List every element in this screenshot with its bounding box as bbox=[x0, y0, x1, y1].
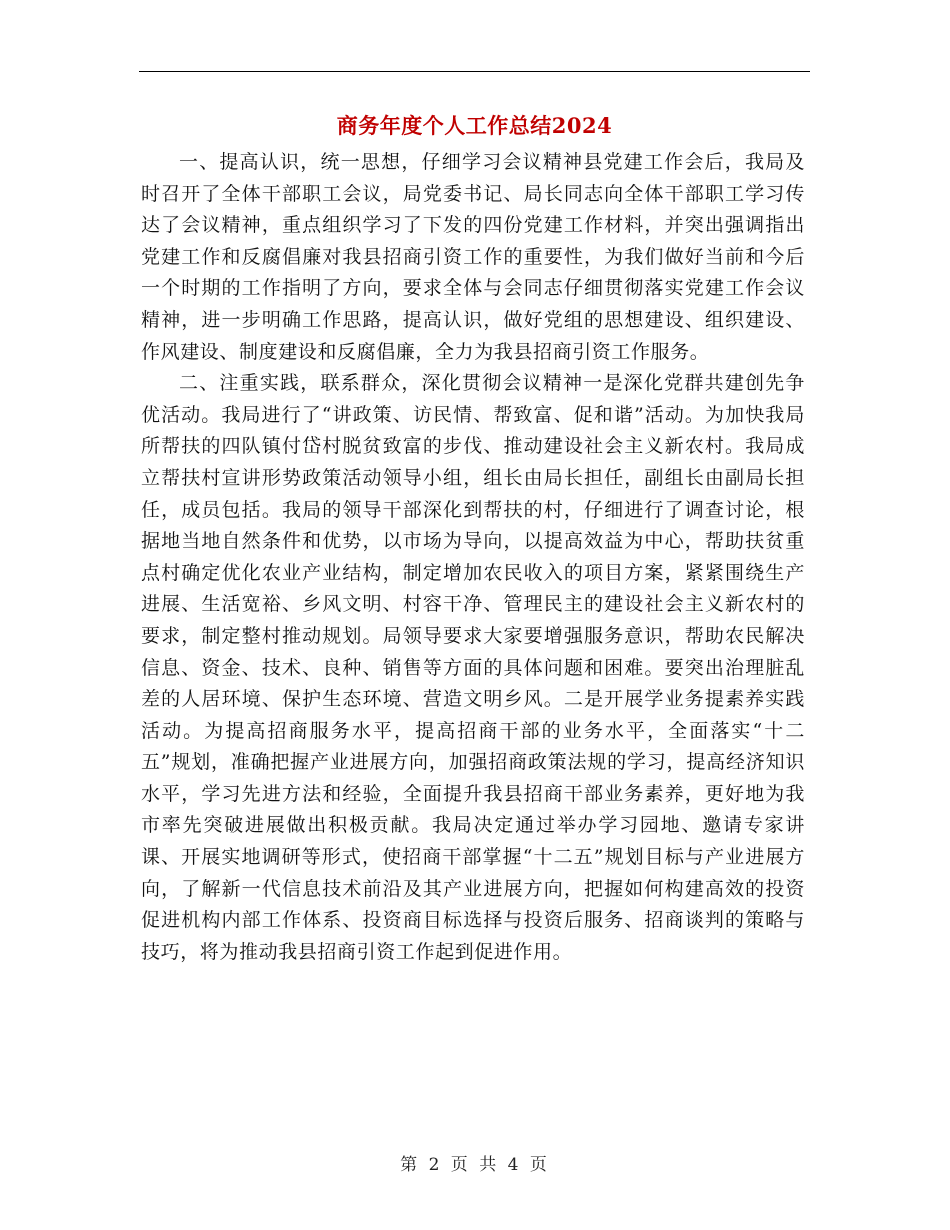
document-body bbox=[141, 147, 805, 968]
page-footer: 第 2 页 共 4 页 bbox=[400, 1155, 550, 1175]
document-title: 商务年度个人工作总结2024 bbox=[336, 113, 613, 138]
paragraph-1: 一、提高认识，统一思想，仔细学习会议精神县党建工作会后，我局及时召开了全体干部职工会议，局党委书记、局长同志向全体干部职工学习传达了会议精神，重点组织学习了下发的四份党建工作材料，并突出强调指出党建工作和反腐倡廉对我县招商引资工作的重要性，为我们做好当前和今后一个时期的工作指明了方向，要求全体与会同志仔细贯彻落实党建工作会议精神，进一步明确工作思路，提高认识，做好党组的思想建设、组织建设、作风建设、制度建设和反腐倡廉，全力为我县招商引资工作服务。 bbox=[141, 151, 805, 363]
header-rule bbox=[139, 71, 810, 72]
paragraph-2: 二、注重实践，联系群众，深化贯彻会议精神一是深化党群共建创先争优活动。我局进行了“讲政策、访民情、帮致富、促和谐”活动。为加快我局所帮扶的四队镇付岱村脱贫致富的步伐、推动建设社会主义新农村。我局成立帮扶村宣讲形势政策活动领导小组，组长由局长担任，副组长由副局长担任，成员包括。我局的领导干部深化到帮扶的村，仔细进行了调查讨论，根据地当地自然条件和优势，以市场为导向，以提高效益为中心，帮助扶贫重点村确定优化农业产业结构，制定增加农民收入的项目方案，紧紧围绕生产进展、生活宽裕、乡风文明、村容干净、管理民主的建设社会主义新农村的要求，制定整村推动规划。局领导要求大家要增强服务意识，帮助农民解决信息、资金、技术、良种、销售等方面的具体问题和困难。要突出治理脏乱差的人居环境、保护生态环境、营造文明乡风。二是开展学业务提素养实践活动。为提高招商服务水平，提高招商干部的业务水平，全面落实“十二五”规划，准确把握产业进展方向，加强招商政策法规的学习，提高经济知识水平，学习先进方法和经验，全面提升我县招商干部业务素养，更好地为我市率先突破进展做出积极贡献。我局决定通过举办学习园地、邀请专家讲课、开展实地调研等形式，使招商干部掌握“十二五”规划目标与产业进展方向，了解新一代信息技术前沿及其产业进展方向，把握如何构建高效的投资促进机构内部工作体系、投资商目标选择与投资后服务、招商谈判的策略与技巧，将为推动我县招商引资工作起到促进作用。 bbox=[141, 372, 805, 963]
